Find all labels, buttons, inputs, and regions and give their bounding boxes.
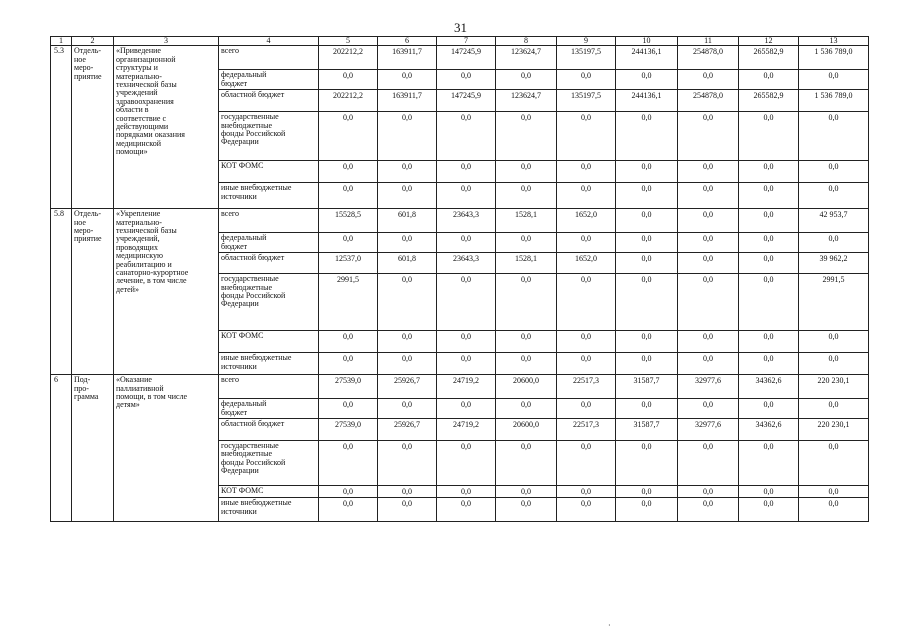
value-cell: 0,0 <box>437 161 496 183</box>
value-cell: 0,0 <box>496 183 557 209</box>
funding-source: КОТ ФОМС <box>219 485 319 497</box>
value-cell: 0,0 <box>319 440 378 485</box>
value-cell: 0,0 <box>437 233 496 253</box>
value-cell: 265582,9 <box>739 46 799 70</box>
value-cell: 0,0 <box>616 112 678 161</box>
value-cell: 0,0 <box>557 183 616 209</box>
funding-source: КОТ ФОМС <box>219 331 319 353</box>
value-cell: 0,0 <box>437 331 496 353</box>
funding-source: федеральный бюджет <box>219 70 319 90</box>
value-cell: 0,0 <box>378 440 437 485</box>
value-cell: 0,0 <box>739 112 799 161</box>
section-type: Под- про- грамма <box>72 375 114 522</box>
value-cell: 0,0 <box>616 70 678 90</box>
value-cell: 0,0 <box>799 440 869 485</box>
value-cell: 0,0 <box>437 70 496 90</box>
value-cell: 31587,7 <box>616 375 678 399</box>
column-header-10: 10 <box>616 37 678 46</box>
value-cell: 27539,0 <box>319 375 378 399</box>
column-header-2: 2 <box>72 37 114 46</box>
value-cell: 22517,3 <box>557 418 616 440</box>
value-cell: 0,0 <box>378 498 437 522</box>
value-cell: 601,8 <box>378 253 437 274</box>
value-cell: 0,0 <box>496 161 557 183</box>
value-cell: 0,0 <box>678 485 739 497</box>
value-cell: 24719,2 <box>437 375 496 399</box>
value-cell: 601,8 <box>378 209 437 233</box>
value-cell: 0,0 <box>616 233 678 253</box>
value-cell: 0,0 <box>437 485 496 497</box>
value-cell: 0,0 <box>378 274 437 331</box>
funding-source: всего <box>219 209 319 233</box>
value-cell: 0,0 <box>739 233 799 253</box>
value-cell: 0,0 <box>739 331 799 353</box>
funding-source: иные внебюджетные источники <box>219 183 319 209</box>
value-cell: 0,0 <box>678 233 739 253</box>
value-cell: 32977,6 <box>678 375 739 399</box>
section-title: «Укрепление материально- технической базы учреждений, проводящих медицинскую реабилитацию и санаторно-курортное лечение, в том числе детей» <box>114 209 219 375</box>
value-cell: 0,0 <box>616 399 678 419</box>
value-cell: 0,0 <box>557 233 616 253</box>
value-cell: 0,0 <box>319 485 378 497</box>
table-row <box>51 209 869 233</box>
value-cell: 0,0 <box>616 353 678 375</box>
value-cell: 123624,7 <box>496 90 557 112</box>
value-cell: 39 962,2 <box>799 253 869 274</box>
value-cell: 147245,9 <box>437 46 496 70</box>
value-cell: 0,0 <box>678 274 739 331</box>
column-header-6: 6 <box>378 37 437 46</box>
value-cell: 25926,7 <box>378 375 437 399</box>
value-cell: 0,0 <box>799 498 869 522</box>
value-cell: 0,0 <box>799 233 869 253</box>
value-cell: 22517,3 <box>557 375 616 399</box>
value-cell: 123624,7 <box>496 46 557 70</box>
value-cell: 24719,2 <box>437 418 496 440</box>
funding-source: областной бюджет <box>219 253 319 274</box>
value-cell: 0,0 <box>739 440 799 485</box>
value-cell: 1 536 789,0 <box>799 90 869 112</box>
funding-table <box>50 36 869 522</box>
value-cell: 0,0 <box>739 353 799 375</box>
value-cell: 0,0 <box>557 440 616 485</box>
value-cell: 0,0 <box>799 70 869 90</box>
value-cell: 0,0 <box>319 183 378 209</box>
value-cell: 0,0 <box>739 253 799 274</box>
value-cell: 34362,6 <box>739 418 799 440</box>
funding-source: федеральный бюджет <box>219 399 319 419</box>
value-cell: 31587,7 <box>616 418 678 440</box>
page-number: 31 <box>454 20 467 35</box>
value-cell: 0,0 <box>739 485 799 497</box>
value-cell: 0,0 <box>616 253 678 274</box>
funding-source: государственные внебюджетные фонды Российской Федерации <box>219 440 319 485</box>
value-cell: 0,0 <box>378 353 437 375</box>
scan-mark: · <box>608 621 611 630</box>
column-header-13: 13 <box>799 37 869 46</box>
section-title: «Оказание паллиативной помощи, в том числе детям» <box>114 375 219 522</box>
value-cell: 0,0 <box>378 233 437 253</box>
value-cell: 0,0 <box>319 399 378 419</box>
value-cell: 0,0 <box>437 274 496 331</box>
value-cell: 0,0 <box>557 399 616 419</box>
value-cell: 0,0 <box>557 331 616 353</box>
value-cell: 0,0 <box>437 353 496 375</box>
value-cell: 0,0 <box>557 274 616 331</box>
value-cell: 0,0 <box>616 485 678 497</box>
value-cell: 0,0 <box>319 112 378 161</box>
column-header-5: 5 <box>319 37 378 46</box>
value-cell: 244136,1 <box>616 90 678 112</box>
value-cell: 1652,0 <box>557 209 616 233</box>
funding-source: областной бюджет <box>219 90 319 112</box>
value-cell: 0,0 <box>739 498 799 522</box>
value-cell: 0,0 <box>739 161 799 183</box>
table-header <box>51 37 869 46</box>
value-cell: 202212,2 <box>319 46 378 70</box>
value-cell: 0,0 <box>557 353 616 375</box>
value-cell: 0,0 <box>557 498 616 522</box>
value-cell: 163911,7 <box>378 46 437 70</box>
value-cell: 0,0 <box>496 274 557 331</box>
value-cell: 0,0 <box>678 209 739 233</box>
column-header-4: 4 <box>219 37 319 46</box>
value-cell: 0,0 <box>496 498 557 522</box>
value-cell: 1 536 789,0 <box>799 46 869 70</box>
section-type: Отдель- ное меро- приятие <box>72 46 114 209</box>
value-cell: 0,0 <box>799 485 869 497</box>
column-header-8: 8 <box>496 37 557 46</box>
value-cell: 0,0 <box>678 440 739 485</box>
value-cell: 0,0 <box>678 498 739 522</box>
value-cell: 220 230,1 <box>799 418 869 440</box>
funding-source: всего <box>219 375 319 399</box>
value-cell: 0,0 <box>616 161 678 183</box>
value-cell: 0,0 <box>799 353 869 375</box>
value-cell: 0,0 <box>678 161 739 183</box>
value-cell: 0,0 <box>496 233 557 253</box>
funding-source: КОТ ФОМС <box>219 161 319 183</box>
value-cell: 0,0 <box>319 161 378 183</box>
value-cell: 0,0 <box>437 112 496 161</box>
value-cell: 25926,7 <box>378 418 437 440</box>
value-cell: 0,0 <box>437 498 496 522</box>
value-cell: 0,0 <box>378 183 437 209</box>
value-cell: 0,0 <box>799 161 869 183</box>
value-cell: 0,0 <box>616 274 678 331</box>
value-cell: 0,0 <box>378 112 437 161</box>
value-cell: 0,0 <box>799 399 869 419</box>
value-cell: 1528,1 <box>496 209 557 233</box>
value-cell: 2991,5 <box>799 274 869 331</box>
value-cell: 0,0 <box>616 498 678 522</box>
value-cell: 0,0 <box>799 331 869 353</box>
value-cell: 0,0 <box>739 209 799 233</box>
funding-source: всего <box>219 46 319 70</box>
table-body <box>51 46 869 522</box>
value-cell: 0,0 <box>678 183 739 209</box>
value-cell: 0,0 <box>319 331 378 353</box>
column-header-11: 11 <box>678 37 739 46</box>
value-cell: 0,0 <box>616 331 678 353</box>
value-cell: 0,0 <box>319 498 378 522</box>
value-cell: 0,0 <box>437 440 496 485</box>
value-cell: 0,0 <box>616 209 678 233</box>
value-cell: 0,0 <box>678 331 739 353</box>
value-cell: 0,0 <box>557 70 616 90</box>
column-header-1: 1 <box>51 37 72 46</box>
value-cell: 135197,5 <box>557 90 616 112</box>
value-cell: 0,0 <box>739 183 799 209</box>
value-cell: 0,0 <box>378 70 437 90</box>
value-cell: 220 230,1 <box>799 375 869 399</box>
value-cell: 20600,0 <box>496 375 557 399</box>
value-cell: 254878,0 <box>678 90 739 112</box>
value-cell: 34362,6 <box>739 375 799 399</box>
value-cell: 0,0 <box>678 399 739 419</box>
column-header-3: 3 <box>114 37 219 46</box>
value-cell: 0,0 <box>678 70 739 90</box>
value-cell: 0,0 <box>616 440 678 485</box>
value-cell: 163911,7 <box>378 90 437 112</box>
funding-source: федеральный бюджет <box>219 233 319 253</box>
section-index: 6 <box>51 375 72 522</box>
value-cell: 0,0 <box>678 353 739 375</box>
table-row <box>51 375 869 399</box>
value-cell: 265582,9 <box>739 90 799 112</box>
funding-source: иные внебюджетные источники <box>219 353 319 375</box>
value-cell: 135197,5 <box>557 46 616 70</box>
value-cell: 0,0 <box>557 485 616 497</box>
value-cell: 32977,6 <box>678 418 739 440</box>
value-cell: 244136,1 <box>616 46 678 70</box>
value-cell: 0,0 <box>496 112 557 161</box>
column-header-12: 12 <box>739 37 799 46</box>
value-cell: 0,0 <box>557 112 616 161</box>
value-cell: 0,0 <box>799 183 869 209</box>
value-cell: 0,0 <box>616 183 678 209</box>
value-cell: 0,0 <box>496 485 557 497</box>
value-cell: 0,0 <box>319 70 378 90</box>
value-cell: 0,0 <box>378 161 437 183</box>
section-index: 5.8 <box>51 209 72 375</box>
funding-source: областной бюджет <box>219 418 319 440</box>
section-title: «Приведение организационной структуры и материально- технической базы учреждений здравоохранения области в соответствие с действующими порядками оказания медицинской помощи» <box>114 46 219 209</box>
section-index: 5.3 <box>51 46 72 209</box>
value-cell: 27539,0 <box>319 418 378 440</box>
value-cell: 0,0 <box>678 253 739 274</box>
value-cell: 0,0 <box>437 183 496 209</box>
value-cell: 1652,0 <box>557 253 616 274</box>
value-cell: 23643,3 <box>437 253 496 274</box>
value-cell: 0,0 <box>496 440 557 485</box>
value-cell: 15528,5 <box>319 209 378 233</box>
value-cell: 23643,3 <box>437 209 496 233</box>
value-cell: 0,0 <box>496 70 557 90</box>
table-row <box>51 46 869 70</box>
value-cell: 20600,0 <box>496 418 557 440</box>
value-cell: 0,0 <box>739 70 799 90</box>
value-cell: 0,0 <box>378 399 437 419</box>
column-header-7: 7 <box>437 37 496 46</box>
value-cell: 42 953,7 <box>799 209 869 233</box>
value-cell: 0,0 <box>319 353 378 375</box>
column-header-9: 9 <box>557 37 616 46</box>
value-cell: 0,0 <box>378 331 437 353</box>
funding-source: иные внебюджетные источники <box>219 498 319 522</box>
value-cell: 0,0 <box>319 233 378 253</box>
funding-source: государственные внебюджетные фонды Российской Федерации <box>219 112 319 161</box>
value-cell: 0,0 <box>799 112 869 161</box>
value-cell: 0,0 <box>496 331 557 353</box>
value-cell: 254878,0 <box>678 46 739 70</box>
value-cell: 0,0 <box>378 485 437 497</box>
value-cell: 202212,2 <box>319 90 378 112</box>
value-cell: 0,0 <box>678 112 739 161</box>
value-cell: 0,0 <box>739 274 799 331</box>
funding-source: государственные внебюджетные фонды Российской Федерации <box>219 274 319 331</box>
value-cell: 12537,0 <box>319 253 378 274</box>
value-cell: 1528,1 <box>496 253 557 274</box>
value-cell: 2991,5 <box>319 274 378 331</box>
value-cell: 0,0 <box>437 399 496 419</box>
value-cell: 0,0 <box>557 161 616 183</box>
value-cell: 0,0 <box>496 353 557 375</box>
section-type: Отдель- ное меро- приятие <box>72 209 114 375</box>
value-cell: 0,0 <box>496 399 557 419</box>
value-cell: 0,0 <box>739 399 799 419</box>
value-cell: 147245,9 <box>437 90 496 112</box>
